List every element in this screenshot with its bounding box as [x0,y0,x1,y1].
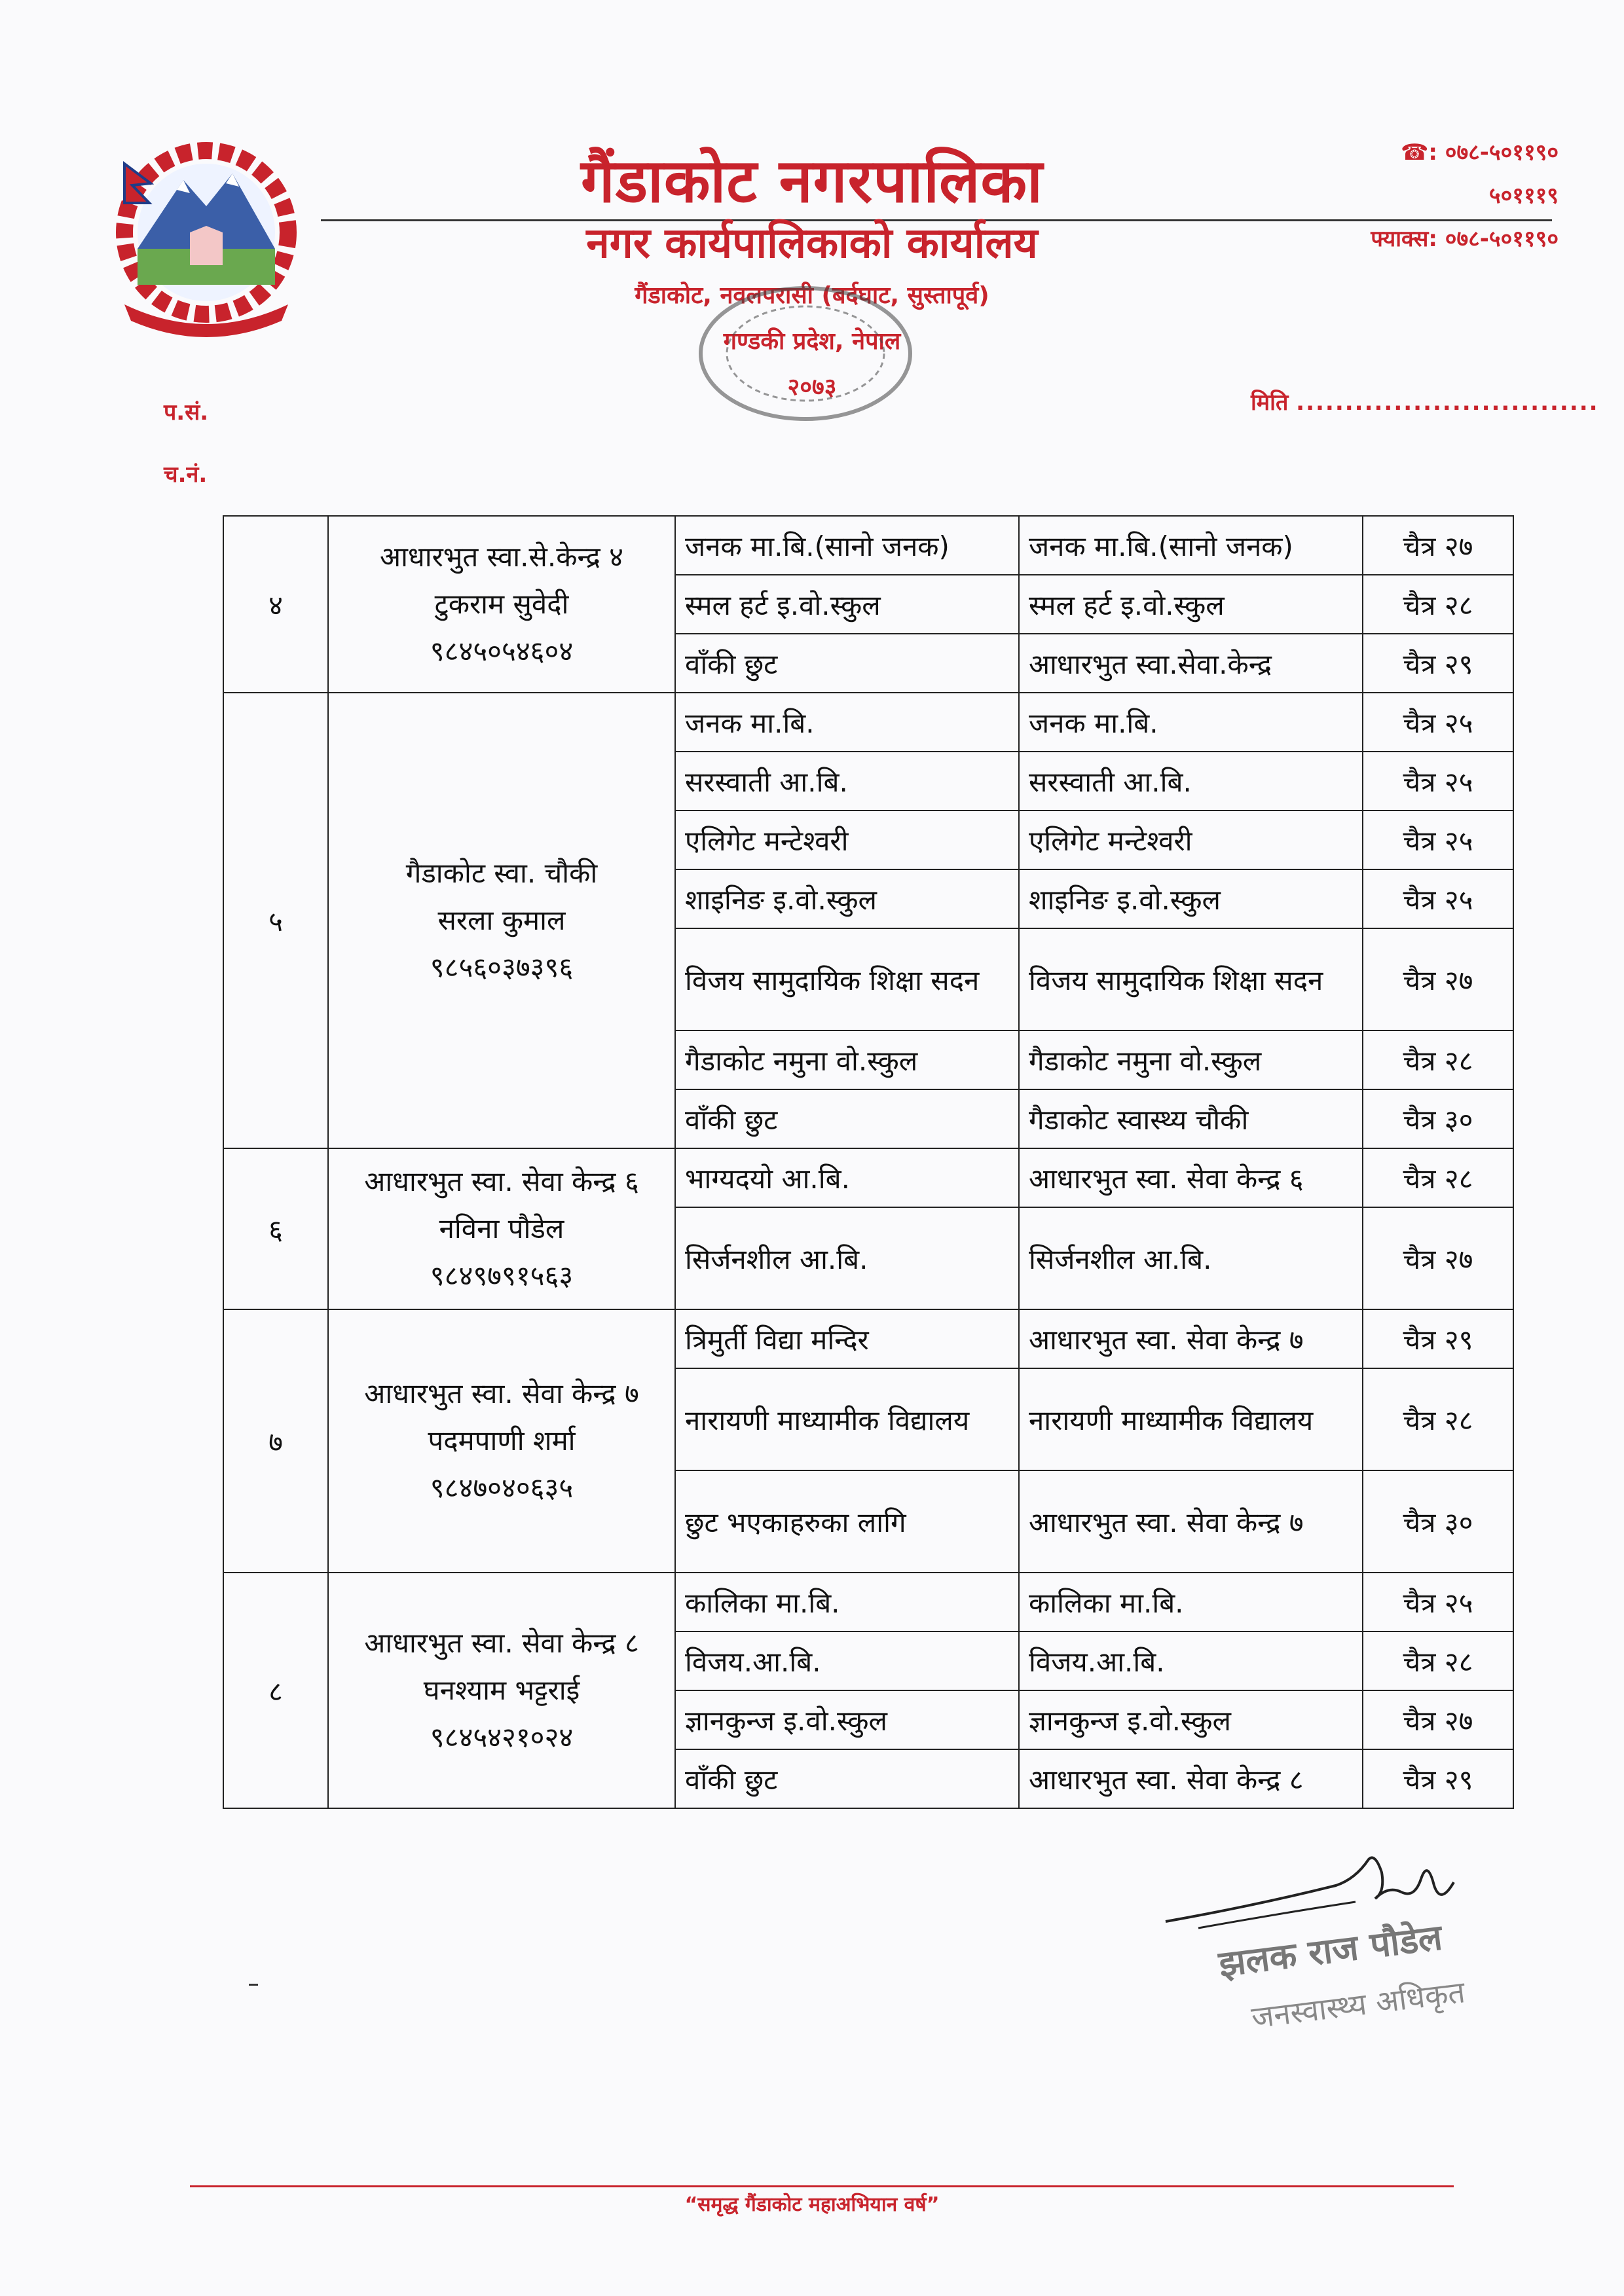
date-cell: चैत्र २८ [1363,1148,1513,1207]
date-cell: चैत्र ३० [1363,1089,1513,1148]
date-cell: चैत्र २५ [1363,811,1513,869]
school-cell: छुट भएकाहरुका लागि [675,1470,1019,1573]
date-cell: चैत्र २७ [1363,516,1513,575]
contact-phone: ९८४७०४०६३५ [430,1472,574,1504]
vaccination-site-cell: आधारभुत स्वा. सेवा केन्द्र ७ [1019,1309,1363,1368]
school-cell: वाँकी छुट [675,634,1019,693]
school-cell: कालिका मा.बि. [675,1573,1019,1631]
school-cell: सरस्वाती आ.बि. [675,752,1019,811]
date-field [1251,386,1599,416]
vaccination-site-cell: जनक मा.बि. [1019,693,1363,752]
contact-person-name: पदमपाणी शर्मा [428,1425,576,1457]
vaccination-site-cell: शाइनिङ इ.वो.स्कुल [1019,869,1363,928]
contact-person-name: घनश्याम भट्टराई [423,1674,580,1706]
vaccination-site-cell: विजय सामुदायिक शिक्षा सदन [1019,928,1363,1030]
contact-phone: ९८४५०५४६०४ [430,635,574,667]
date-cell: चैत्र २९ [1363,1749,1513,1808]
signatory-title-stamp: जनस्वास्थ्य अधिकृत [1249,1974,1467,2035]
office-year: २०७३ [787,374,837,401]
schedule-table [223,515,1514,1809]
school-cell: विजय.आ.बि. [675,1631,1019,1690]
table-row [223,1148,1513,1207]
vaccination-site-cell: एलिगेट मन्टेश्वरी [1019,811,1363,869]
date-cell: चैत्र ३० [1363,1470,1513,1573]
date-label: मिति [1251,390,1289,416]
table-row [223,1309,1513,1368]
address-line-1: गैंडाकोट, नवलपरासी (बर्दघाट, सुस्तापूर्व) [635,282,989,309]
date-cell: चैत्र २९ [1363,634,1513,693]
vaccination-site-cell: आधारभुत स्वा. सेवा केन्द्र ८ [1019,1749,1363,1808]
vaccination-site-cell: नारायणी माध्यामीक विद्यालय [1019,1368,1363,1470]
health-center-cell [328,1573,675,1808]
group-number-cell: ७ [223,1309,328,1573]
date-cell: चैत्र २५ [1363,1573,1513,1631]
school-cell: जनक मा.बि.(सानो जनक) [675,516,1019,575]
office-name: नगर कार्यपालिकाको कार्यालय [586,219,1038,268]
date-cell: चैत्र २५ [1363,752,1513,811]
fax-number: फ्याक्स: ०७८-५०११९० [1371,226,1559,252]
vaccination-site-cell: आधारभुत स्वा.सेवा.केन्द्र [1019,634,1363,693]
contact-block [1371,131,1559,261]
date-cell: चैत्र २७ [1363,1690,1513,1749]
school-cell: जनक मा.बि. [675,693,1019,752]
school-cell: वाँकी छुट [675,1089,1019,1148]
office-seal-stamp [694,282,917,426]
vaccination-site-cell: गैडाकोट नमुना वो.स्कुल [1019,1030,1363,1089]
contact-person-name: सरला कुमाल [437,904,566,936]
health-center-name: गैडाकोट स्वा. चौकी [405,857,598,889]
address-line-2: गण्डकी प्रदेश, नेपाल [723,328,901,355]
contact-person-name: टुकराम सुवेदी [434,588,569,620]
vaccination-site-cell: सिर्जनशील आ.बि. [1019,1207,1363,1309]
group-number-cell: ६ [223,1148,328,1309]
vaccination-site-cell: स्मल हर्ट इ.वो.स्कुल [1019,575,1363,634]
date-cell: चैत्र २७ [1363,1207,1513,1309]
school-cell: ज्ञानकुन्ज इ.वो.स्कुल [675,1690,1019,1749]
date-cell: चैत्र २८ [1363,575,1513,634]
health-center-name: आधारभुत स्वा.से.केन्द्र ४ [379,541,623,573]
group-number-cell: ५ [223,693,328,1148]
vaccination-site-cell: जनक मा.बि.(सानो जनक) [1019,516,1363,575]
reference-number-label: प.सं. [164,399,209,426]
vaccination-site-cell: गैडाकोट स्वास्थ्य चौकी [1019,1089,1363,1148]
vaccination-site-cell: आधारभुत स्वा. सेवा केन्द्र ६ [1019,1148,1363,1207]
signatory-name-stamp: झलक राज पौडेल [1216,1916,1445,1985]
contact-phone: ९८४५४२१०२४ [430,1721,574,1753]
date-cell: चैत्र २८ [1363,1368,1513,1470]
margin-mark [249,1984,258,1986]
health-center-cell [328,693,675,1148]
date-cell: चैत्र २७ [1363,928,1513,1030]
vaccination-site-cell: सरस्वाती आ.बि. [1019,752,1363,811]
vaccination-site-cell: ज्ञानकुन्ज इ.वो.स्कुल [1019,1690,1363,1749]
table-row [223,1573,1513,1631]
footer-slogan: “समृद्ध गैंडाकोट महाअभियान वर्ष” [684,2193,940,2216]
school-cell: नारायणी माध्यामीक विद्यालय [675,1368,1019,1470]
date-cell: चैत्र २९ [1363,1309,1513,1368]
health-center-cell [328,516,675,693]
health-center-name: आधारभुत स्वा. सेवा केन्द्र ६ [364,1165,639,1197]
school-cell: सिर्जनशील आ.बि. [675,1207,1019,1309]
school-cell: त्रिमुर्ती विद्या मन्दिर [675,1309,1019,1368]
contact-phone: ९८५६०३७३९६ [430,951,574,983]
contact-person-name: नविना पौडेल [439,1212,564,1245]
contact-phone: ९८४९७९१५६३ [430,1260,574,1292]
vaccination-site-cell: विजय.आ.बि. [1019,1631,1363,1690]
school-cell: विजय सामुदायिक शिक्षा सदन [675,928,1019,1030]
school-cell: भाग्यदयो आ.बि. [675,1148,1019,1207]
school-cell: स्मल हर्ट इ.वो.स्कुल [675,575,1019,634]
dispatch-number-label: च.नं. [164,462,208,488]
table-row [223,693,1513,752]
date-cell: चैत्र २८ [1363,1030,1513,1089]
footer-divider [190,2185,1454,2187]
group-number-cell: ८ [223,1573,328,1808]
health-center-cell [328,1148,675,1309]
school-cell: शाइनिङ इ.वो.स्कुल [675,869,1019,928]
school-cell: वाँकी छुट [675,1749,1019,1808]
school-cell: गैडाकोट नमुना वो.स्कुल [675,1030,1019,1089]
phone-number: ☎: ०७८-५०११९० [1400,139,1559,166]
health-center-cell [328,1309,675,1573]
date-cell: चैत्र २८ [1363,1631,1513,1690]
health-center-name: आधारभुत स्वा. सेवा केन्द्र ८ [364,1627,639,1659]
date-cell: चैत्र २५ [1363,869,1513,928]
school-cell: एलिगेट मन्टेश्वरी [675,811,1019,869]
health-center-name: आधारभुत स्वा. सेवा केन्द्र ७ [364,1377,639,1410]
date-cell: चैत्र २५ [1363,693,1513,752]
date-blank: ............................... [1296,390,1599,416]
phone-number-2: ५०१११९ [1488,183,1559,209]
table-row [223,516,1513,575]
vaccination-site-cell: कालिका मा.बि. [1019,1573,1363,1631]
organization-name: गैंडाकोट नगरपालिका [581,146,1043,216]
vaccination-site-cell: आधारभुत स्वा. सेवा केन्द्र ७ [1019,1470,1363,1573]
group-number-cell: ४ [223,516,328,693]
